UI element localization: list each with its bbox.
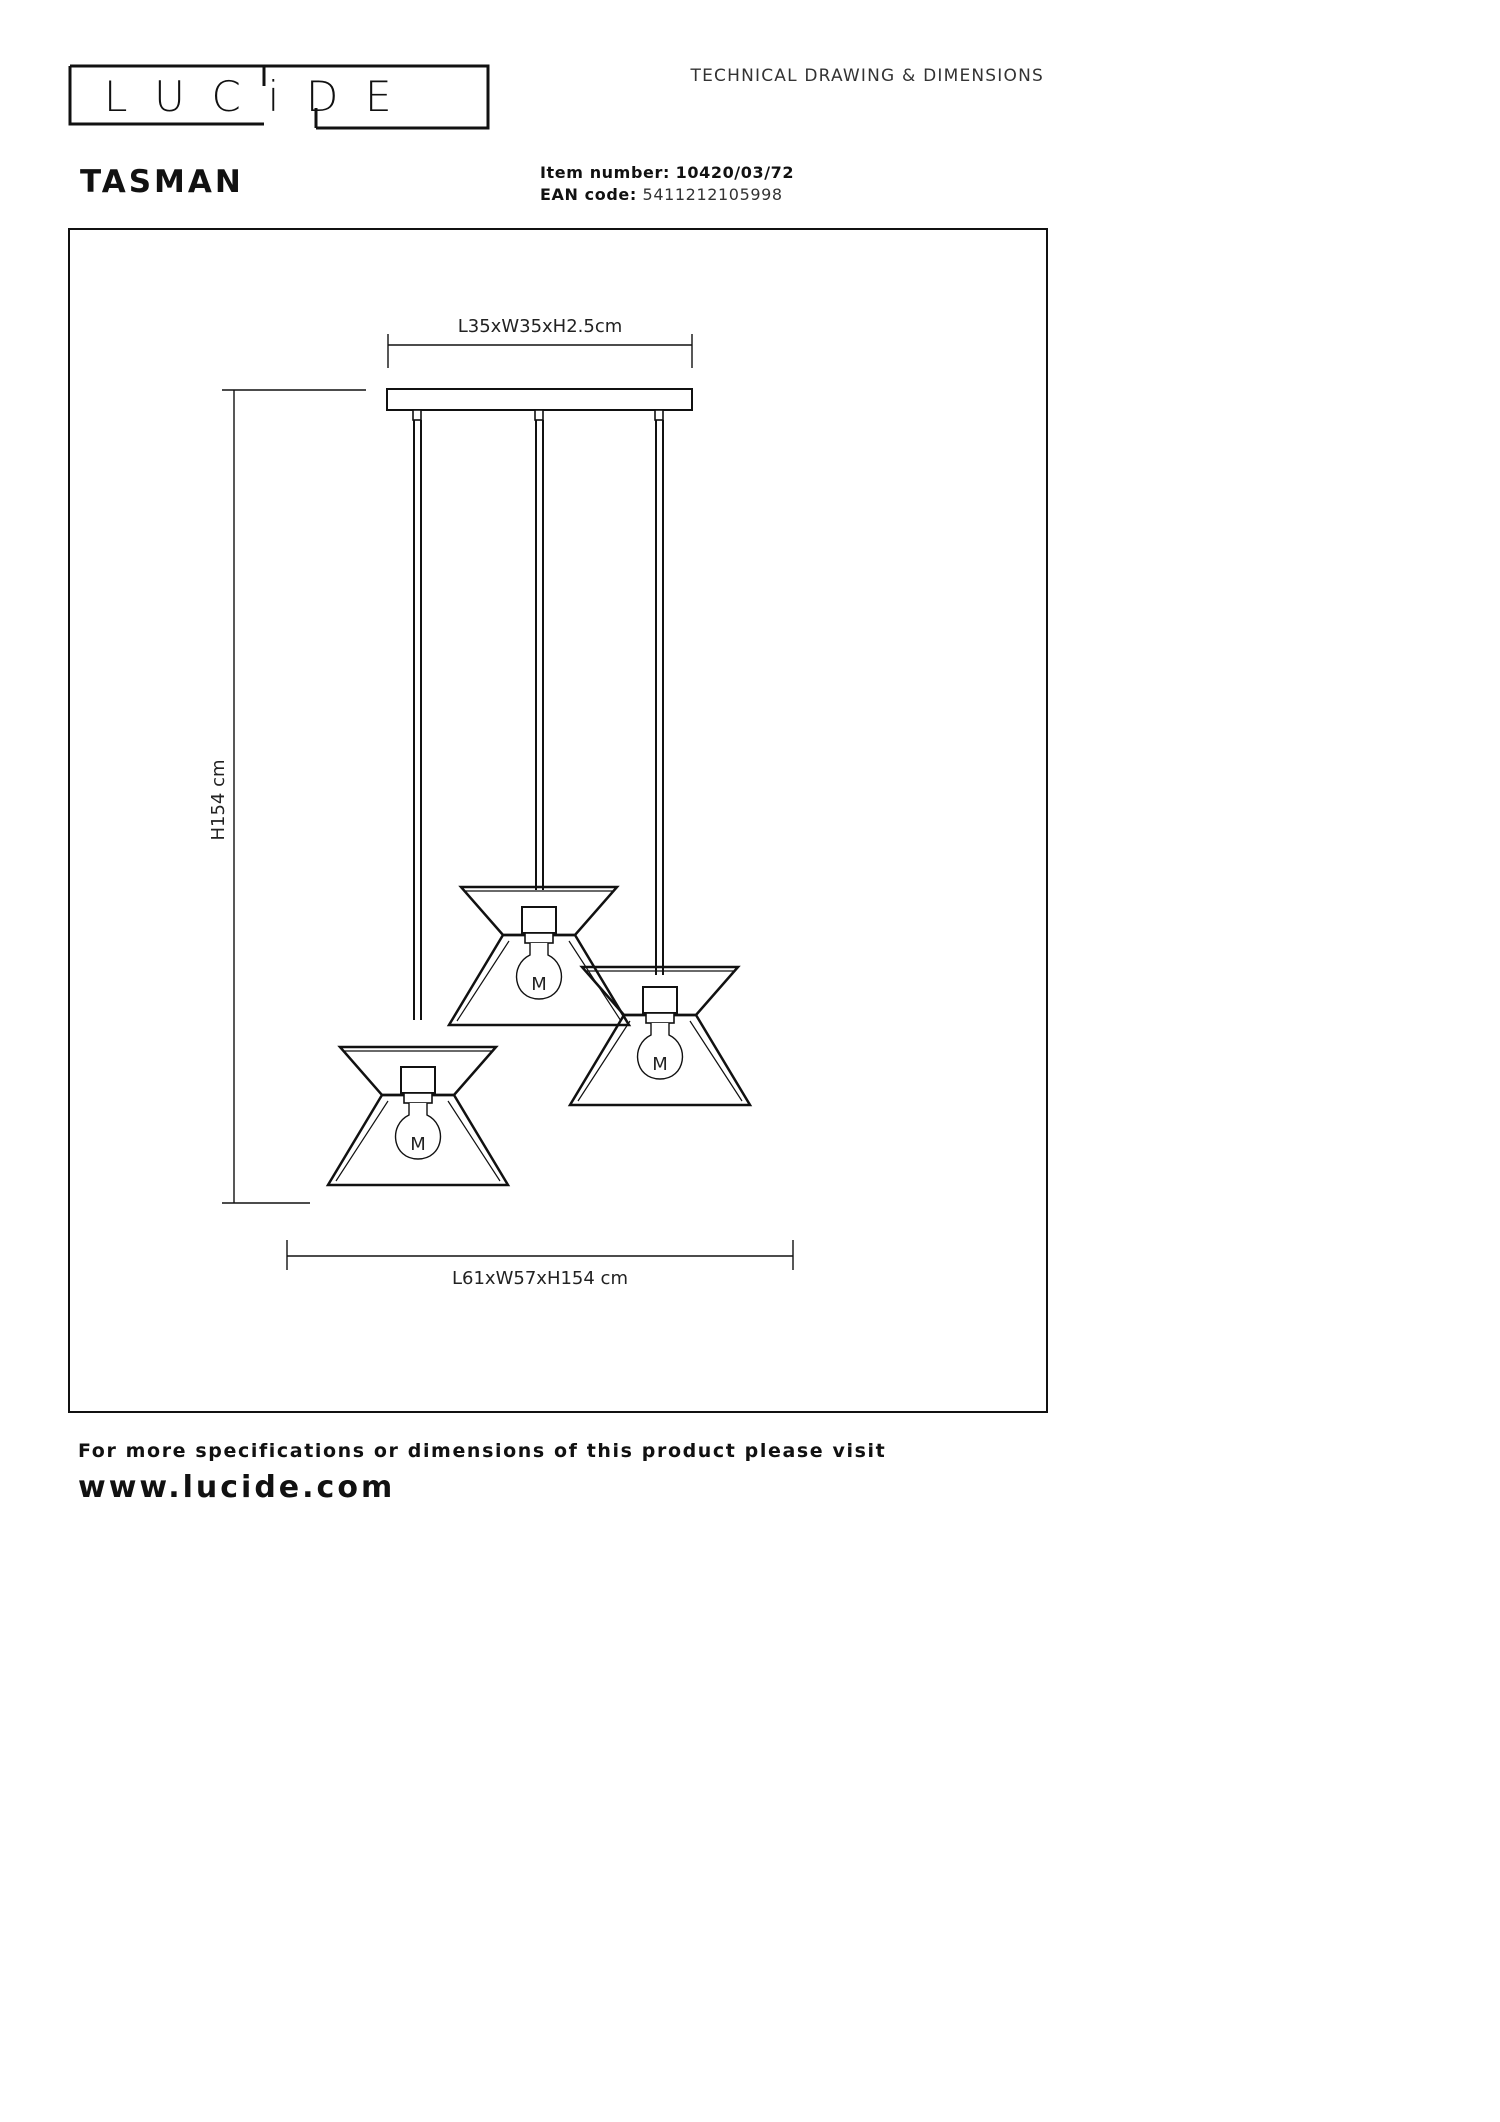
pendant-shade-icon [449,887,629,1025]
ean-label: EAN code: [540,185,637,204]
item-number-value: 10420/03/72 [675,163,795,182]
ean-value: 5411212105998 [642,185,783,204]
light-bulb-icon: M [410,1134,426,1155]
item-number-label: Item number: [540,163,670,182]
footer-note: For more specifications or dimensions of this product please visit [78,1440,887,1462]
ceiling-canopy-icon [387,389,692,410]
pendant-shade-icon [570,967,750,1105]
canopy-dimension-label: L35xW35xH2.5cm [457,316,623,337]
canopy-dimension [388,316,692,368]
height-dimension [208,390,366,1203]
pendant-shade-icon [328,1047,508,1185]
overall-dimension-label: L61xW57xH154 cm [452,1268,628,1289]
light-bulb-icon: M [652,1054,668,1075]
height-dimension-label: H154 cm [208,759,229,841]
document-type: TECHNICAL DRAWING & DIMENSIONS [690,66,1044,86]
website-link[interactable]: www.lucide.com [78,1470,396,1505]
light-bulb-icon: M [531,974,547,995]
product-name: TASMAN [80,164,244,200]
logo-wordmark: L U C i D E [104,72,392,121]
overall-dimension [287,1240,793,1289]
